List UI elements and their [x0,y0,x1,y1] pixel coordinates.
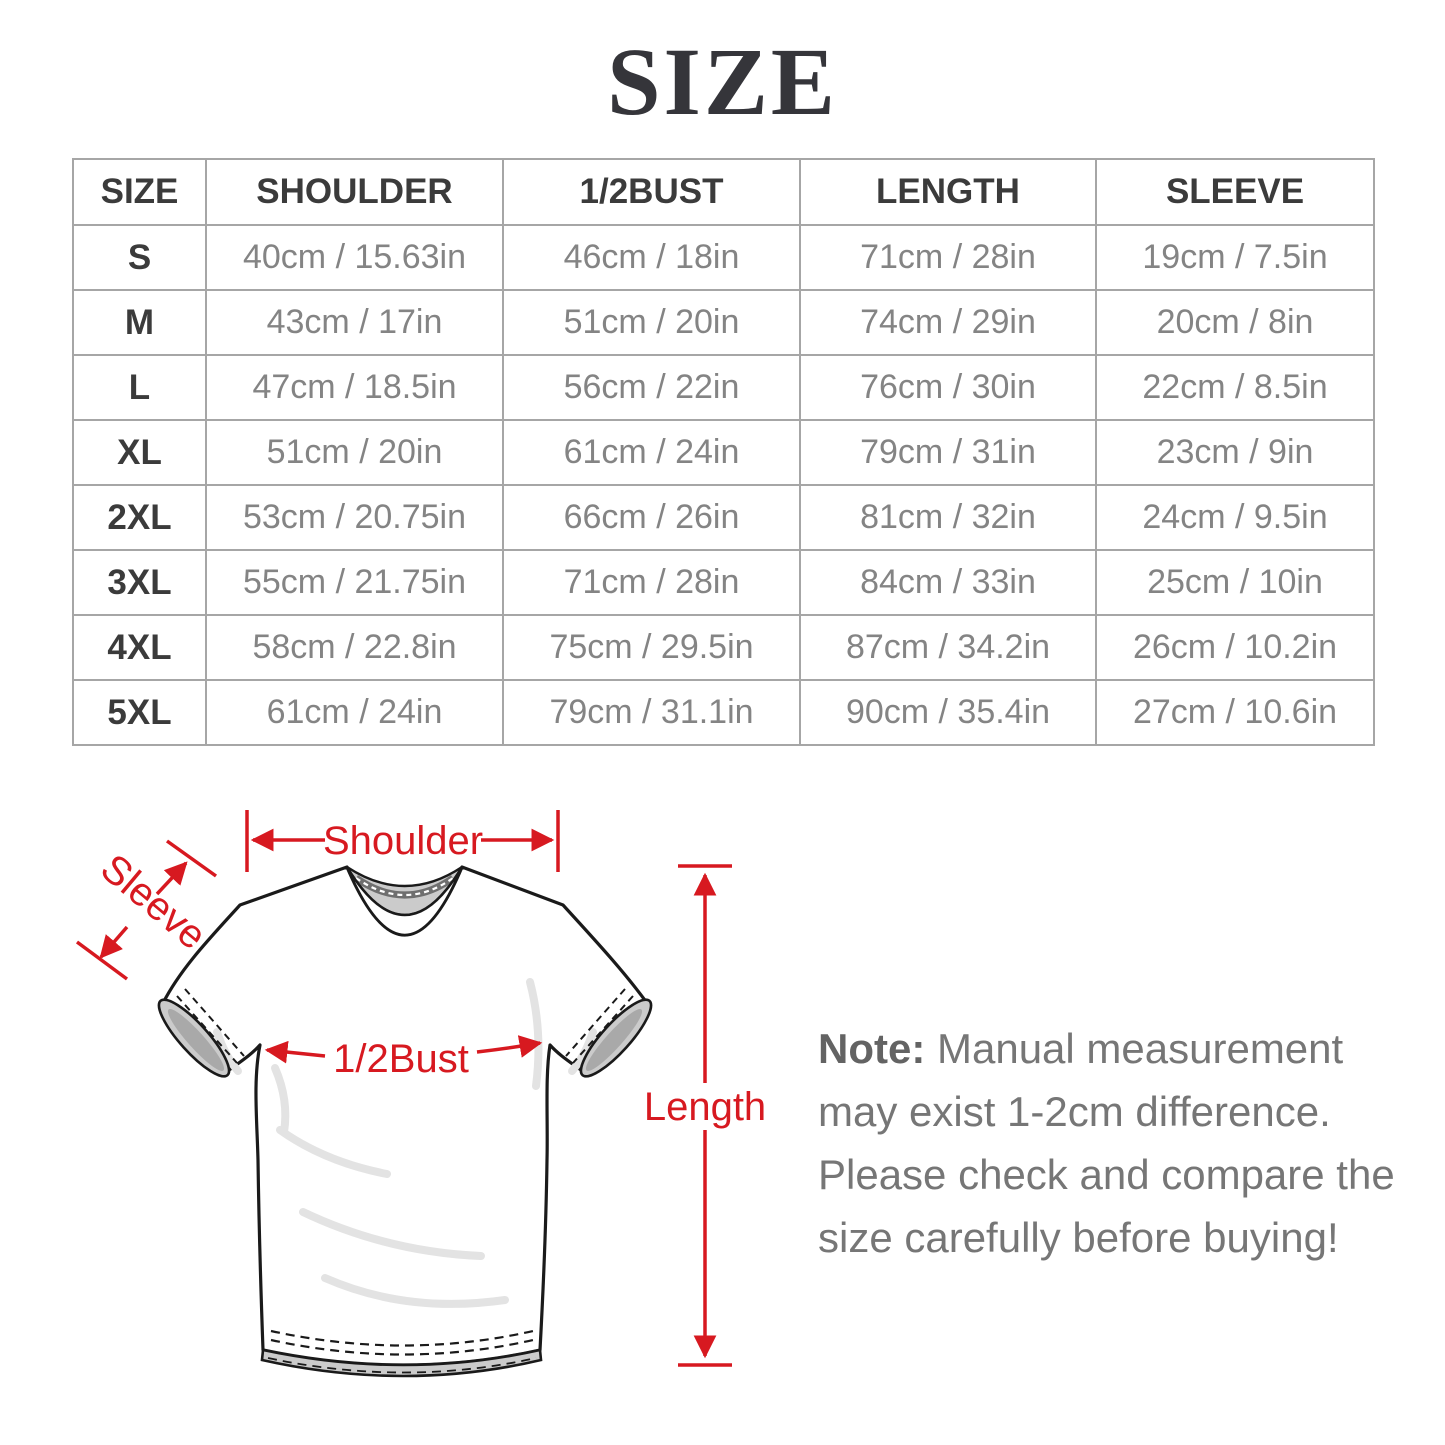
tshirt-measurement-diagram [75,800,767,1400]
measurement-cell: 76cm / 30in [800,355,1096,420]
measurement-cell: 71cm / 28in [800,225,1096,290]
measurement-cell: 43cm / 17in [206,290,503,355]
tshirt-body-outline [163,867,647,1365]
measurement-cell: 74cm / 29in [800,290,1096,355]
note-prefix: Note: [818,1025,926,1072]
size-table [72,158,1375,746]
table-row [73,550,1374,615]
measurement-cell: 27cm / 10.6in [1096,680,1374,745]
measurement-cell: 79cm / 31.1in [503,680,800,745]
header-shoulder: SHOULDER [206,159,503,225]
table-row [73,420,1374,485]
table-row [73,615,1374,680]
measurement-cell: 66cm / 26in [503,485,800,550]
header-sleeve: SLEEVE [1096,159,1374,225]
table-row [73,680,1374,745]
measurement-cell: 71cm / 28in [503,550,800,615]
bust-label: 1/2Bust [333,1037,469,1081]
measurement-note [818,1017,1418,1269]
measurement-cell: 22cm / 8.5in [1096,355,1374,420]
table-header-row [73,159,1374,225]
sleeve-label: Sleeve [92,845,215,959]
measurement-cell: 75cm / 29.5in [503,615,800,680]
size-label-cell: 5XL [73,680,206,745]
measurement-cell: 26cm / 10.2in [1096,615,1374,680]
measurement-cell: 51cm / 20in [503,290,800,355]
measurement-cell: 19cm / 7.5in [1096,225,1374,290]
measurement-cell: 81cm / 32in [800,485,1096,550]
note-text: Manual measurement may exist 1-2cm difference. Please check and compare the size carefully before buying! [818,1025,1395,1261]
header-length: LENGTH [800,159,1096,225]
measurement-cell: 47cm / 18.5in [206,355,503,420]
measurement-cell: 55cm / 21.75in [206,550,503,615]
measurement-cell: 56cm / 22in [503,355,800,420]
size-table-body [73,225,1374,745]
measurement-cell: 61cm / 24in [206,680,503,745]
measurement-cell: 87cm / 34.2in [800,615,1096,680]
size-label-cell: 3XL [73,550,206,615]
measurement-cell: 40cm / 15.63in [206,225,503,290]
header-size: SIZE [73,159,206,225]
table-row [73,485,1374,550]
measurement-cell: 79cm / 31in [800,420,1096,485]
shoulder-label: Shoulder [322,819,484,863]
size-label-cell: XL [73,420,206,485]
page-title: SIZE [607,28,838,135]
table-row [73,290,1374,355]
measurement-cell: 24cm / 9.5in [1096,485,1374,550]
tshirt-drawing [150,867,660,1376]
table-row [73,355,1374,420]
header-bust: 1/2BUST [503,159,800,225]
size-label-cell: 4XL [73,615,206,680]
size-label-cell: M [73,290,206,355]
measurement-cell: 84cm / 33in [800,550,1096,615]
table-row [73,225,1374,290]
size-label-cell: 2XL [73,485,206,550]
measurement-cell: 23cm / 9in [1096,420,1374,485]
measurement-cell: 25cm / 10in [1096,550,1374,615]
length-label: Length [643,1085,767,1129]
size-label-cell: L [73,355,206,420]
measurement-cell: 51cm / 20in [206,420,503,485]
measurement-cell: 90cm / 35.4in [800,680,1096,745]
measurement-cell: 20cm / 8in [1096,290,1374,355]
measurement-cell: 53cm / 20.75in [206,485,503,550]
measurement-cell: 58cm / 22.8in [206,615,503,680]
measurement-cell: 61cm / 24in [503,420,800,485]
size-label-cell: S [73,225,206,290]
measurement-cell: 46cm / 18in [503,225,800,290]
